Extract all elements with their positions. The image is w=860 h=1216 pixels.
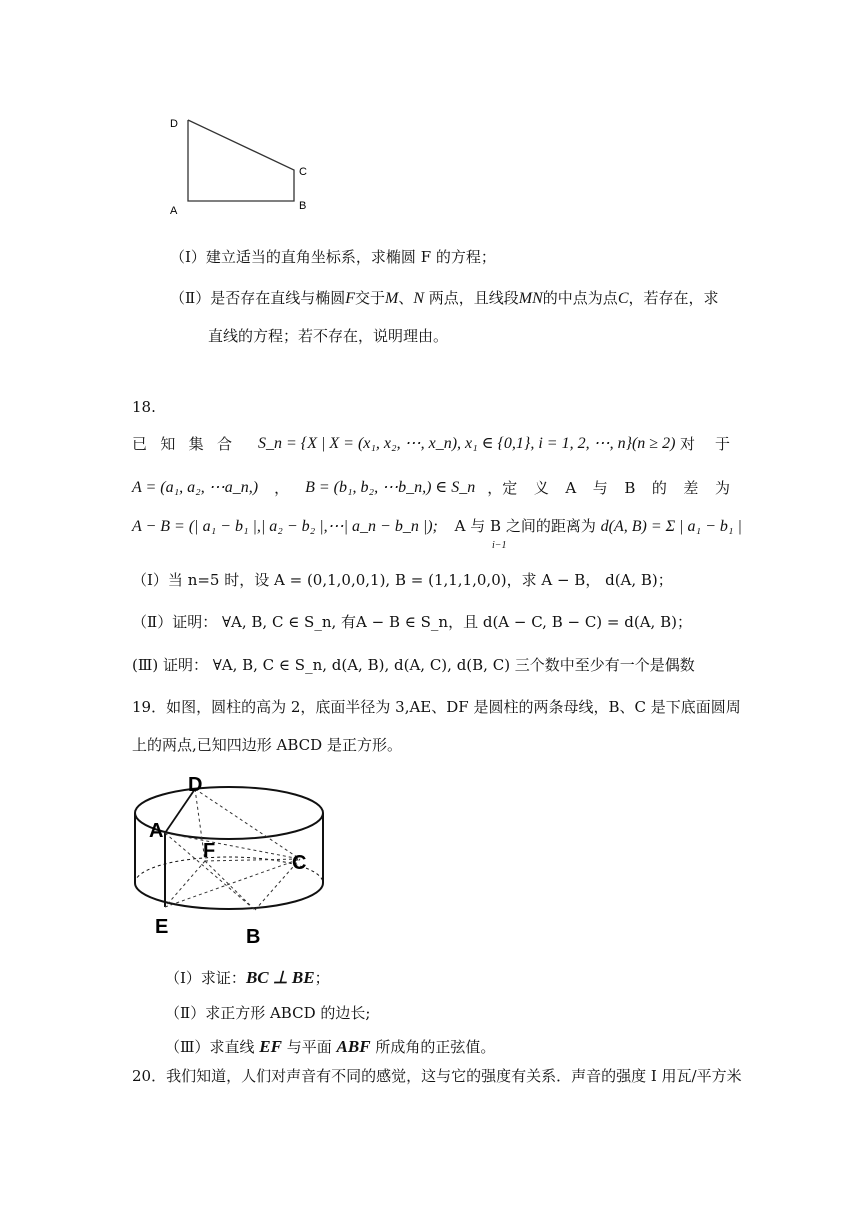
label-A: A bbox=[170, 205, 178, 217]
q18-part3: (Ⅲ) 证明： ∀A, B, C ∈ S_n, d(A, B), d(A, C), d(B, C) 三个数中至少有一个是偶数 bbox=[132, 656, 695, 674]
q17-part1: （Ⅰ）建立适当的直角坐标系，求椭圆 F 的方程； bbox=[170, 248, 496, 266]
q19-part1: （Ⅰ）求证：BC ⊥ BE； bbox=[165, 968, 330, 987]
q18-part2: （Ⅱ）证明： ∀A, B, C ∈ S_n, 有A − B ∈ S_n，且 d(A − C, B − C) = d(A, B)； bbox=[132, 613, 692, 631]
q17-part2-line2: 直线的方程；若不存在，说明理由。 bbox=[208, 327, 449, 345]
q19-line1: 19．如图，圆柱的高为 2，底面半径为 3,AE、DF 是圆柱的两条母线，B、C 是下底面圆周 bbox=[132, 698, 741, 716]
B-definition: B = (b₁, b₂, ⋯b_n,) ∈ S_n bbox=[305, 479, 476, 496]
q20-line1: 20．我们知道，人们对声音有不同的感觉，这与它的强度有关系．声音的强度 I 用瓦/平方米 bbox=[132, 1067, 742, 1085]
q18-ab-line: A = (a₁, a₂, ⋯a_n,) ， B = (b₁, b₂, ⋯b_n,) ∈ S_n ， 定 义 A 与 B 的 差 为 bbox=[132, 479, 730, 497]
q17-part2: （Ⅱ）是否存在直线与椭圆F交于M、N 两点，且线段MN的中点为点C，若存在，求 bbox=[170, 289, 719, 307]
sum-index: i−1 bbox=[492, 540, 507, 551]
label-D: D bbox=[188, 774, 203, 796]
cylinder-figure bbox=[125, 765, 335, 945]
label-B: B bbox=[246, 926, 261, 945]
label-A: A bbox=[149, 820, 164, 842]
label-F: F bbox=[203, 840, 216, 862]
q18-part1: （Ⅰ）当 n=5 时，设 A = (0,1,0,0,1), B = (1,1,1,0,0)，求 A − B， d(A, B)； bbox=[132, 571, 673, 589]
q18-diff-line: A − B = (| a₁ − b₁ |,| a₂ − b₂ |,⋯| a_n − b_n |); A 与 B 之间的距离为 d(A, B) = Σ | a₁ − b₁ | bbox=[132, 517, 742, 535]
q18-set-line: 已 知 集 合 S_n = {X | X = (x₁, x₂, ⋯, x_n), x₁ ∈ {0,1}, i = 1, 2, ⋯, n}(n ≥ 2) 对 于 bbox=[132, 435, 730, 453]
A-definition: A = (a₁, a₂, ⋯a_n,) bbox=[132, 479, 259, 496]
q19-part2: （Ⅱ）求正方形 ABCD 的边长; bbox=[165, 1004, 371, 1022]
label-D: D bbox=[170, 118, 178, 130]
trapezoid-figure bbox=[160, 110, 320, 220]
q18-number: 18. bbox=[132, 398, 156, 416]
q19-part3: （Ⅲ）求直线 EF 与平面 ABF 所成角的正弦值。 bbox=[165, 1037, 496, 1056]
label-C: C bbox=[299, 166, 307, 178]
label-E: E bbox=[155, 916, 169, 938]
label-C: C bbox=[292, 852, 307, 874]
label-B: B bbox=[299, 200, 307, 212]
q19-line2: 上的两点,已知四边形 ABCD 是正方形。 bbox=[132, 736, 402, 754]
set-definition: S_n = {X | X = (x₁, x₂, ⋯, x_n), x₁ ∈ {0,1}, i = 1, 2, ⋯, n}(n ≥ 2) bbox=[258, 435, 676, 452]
